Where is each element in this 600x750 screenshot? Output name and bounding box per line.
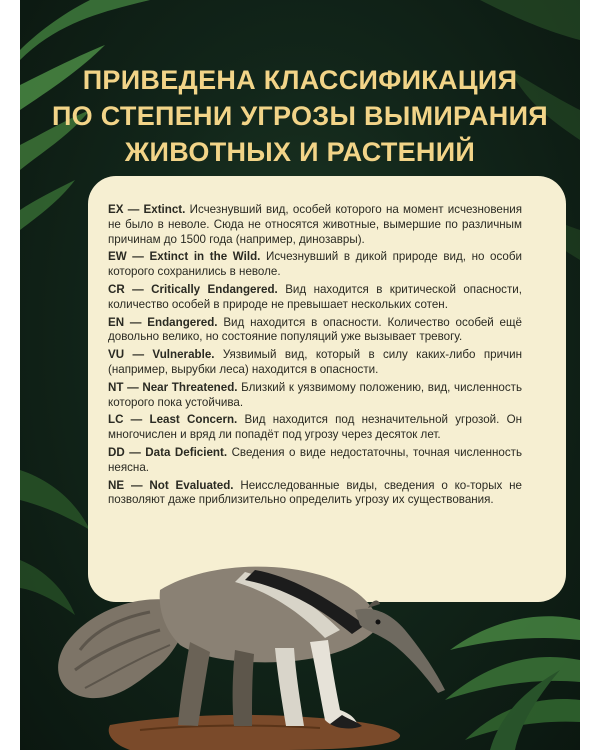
entry-cr [108, 283, 522, 313]
entry-code: CR — Critically Endangered. [108, 282, 278, 296]
entry-ne [108, 479, 522, 509]
entry-description: Уязвимый вид, который в силу каких-либо причин (например, вырубки леса) находится в опасности. [108, 348, 522, 376]
entry-lc [108, 413, 522, 443]
page-title [20, 62, 580, 170]
entry-description: Вид находится в опасности. Количество особей ещё довольно велико, но состояние популяций уже вызывает тревогу. [108, 315, 522, 344]
entry-code: DD — Data Deficient. [108, 445, 228, 459]
entry-ex [108, 203, 522, 247]
entry-code: NT — Near Threatened. [108, 380, 238, 394]
entry-description: Неисследованные виды, сведения о ко-торых не позволяют даже приблизительно определить угрозу их существования. [108, 478, 523, 507]
entry-code: EW — Extinct in the Wild. [108, 250, 261, 264]
entry-en [108, 316, 522, 346]
entry-code: EX — Extinct. [108, 203, 186, 216]
entry-description: Вид находится под незначительной угрозой. Он многочислен и вряд ли попадёт под угрозу через десяток лет. [108, 413, 522, 442]
entry-description: Исчезнувший в дикой природе вид, но особи которого сохранились в неволе. [108, 250, 522, 279]
entry-code: LC — Least Concern. [108, 413, 238, 427]
title-line-1: ПРИВЕДЕНА КЛАССИФИКАЦИЯ [82, 65, 518, 95]
anteater-illustration [20, 530, 580, 750]
entry-code: NE — Not Evaluated. [108, 478, 234, 492]
entry-description: Исчезнувший вид, особей которого на момент исчезновения не было в неволе. Сюда не относятся животные, вымершие по различным причинам до 1500 года (например, динозавры). [108, 203, 522, 246]
entry-description: Близкий к уязвимому положению, вид, численность которого пока устойчива. [108, 380, 522, 409]
entry-code: EN — Endangered. [108, 315, 218, 329]
title-line-2: ПО СТЕПЕНИ УГРОЗЫ ВЫМИРАНИЯ [51, 101, 549, 131]
entry-description: Вид находится в критической опасности, количество особей в природе не превышает нескольких сотен. [108, 282, 522, 311]
entry-ew [108, 250, 522, 280]
book-page [20, 0, 580, 750]
entry-nt [108, 381, 522, 411]
entry-code: VU — Vulnerable. [108, 348, 215, 362]
entry-description: Сведения о виде недостаточны, точная численность неясна. [108, 445, 522, 474]
classification-list [108, 203, 522, 511]
title-line-3: ЖИВОТНЫХ И РАСТЕНИЙ [124, 137, 476, 167]
entry-vu [108, 348, 522, 378]
entry-dd [108, 446, 522, 476]
